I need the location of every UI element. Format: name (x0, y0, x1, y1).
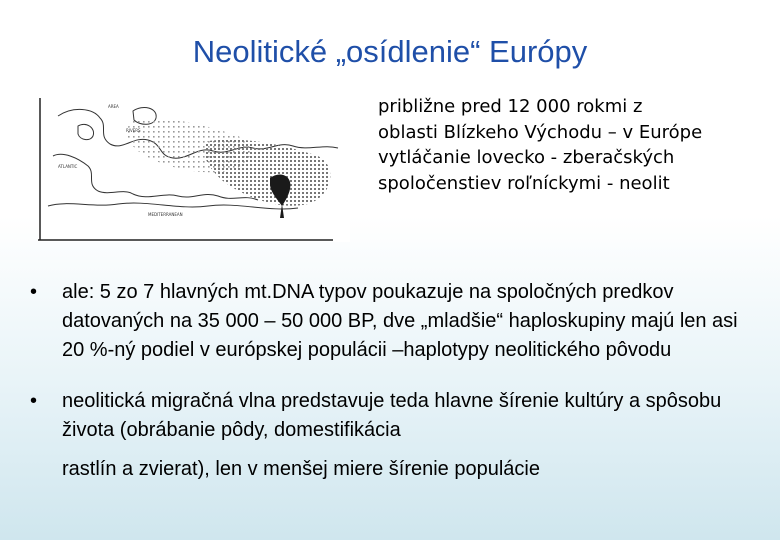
svg-text:AREA: AREA (108, 104, 119, 109)
bullet-marker: • (30, 281, 38, 303)
neolithic-origin-text: približne pred 12 000 rokmi z oblasti Blízkeho Východu – v Európe vytláčanie lovecko - zberačských spoločenstiev roľníckymi - neolit (378, 96, 703, 194)
bullet-list (30, 278, 750, 484)
bullet-text-continuation: rastlín a zvierat), len v menšej miere šírenie populácie (62, 458, 540, 480)
bullet-text: neolitická migračná vlna predstavuje teda hlavne šírenie kultúry a spôsobu života (obrábanie pôdy, domestifikácia (62, 390, 722, 441)
bullet-item (30, 387, 750, 484)
bullet-marker: • (30, 390, 38, 412)
europe-map-illustration (38, 96, 350, 242)
bullet-text: ale: 5 zo 7 hlavných mt.DNA typov poukazuje na spoločných predkov datovaných na 35 000 – 50 000 BP, dve „mladšie“ haploskupiny majú len asi 20 %-ný podiel v európskej populácii –haplotypy neolitického pôvodu (62, 281, 738, 361)
svg-text:ATLANTIC: ATLANTIC (58, 164, 78, 169)
svg-text:RIVERS: RIVERS (126, 128, 141, 133)
bullet-item (30, 278, 750, 365)
slide-title: Neolitické „osídlenie“ Európy (192, 34, 588, 69)
neolithic-spread-map-image (38, 96, 350, 242)
svg-text:MEDITERRANEAN: MEDITERRANEAN (148, 212, 183, 217)
